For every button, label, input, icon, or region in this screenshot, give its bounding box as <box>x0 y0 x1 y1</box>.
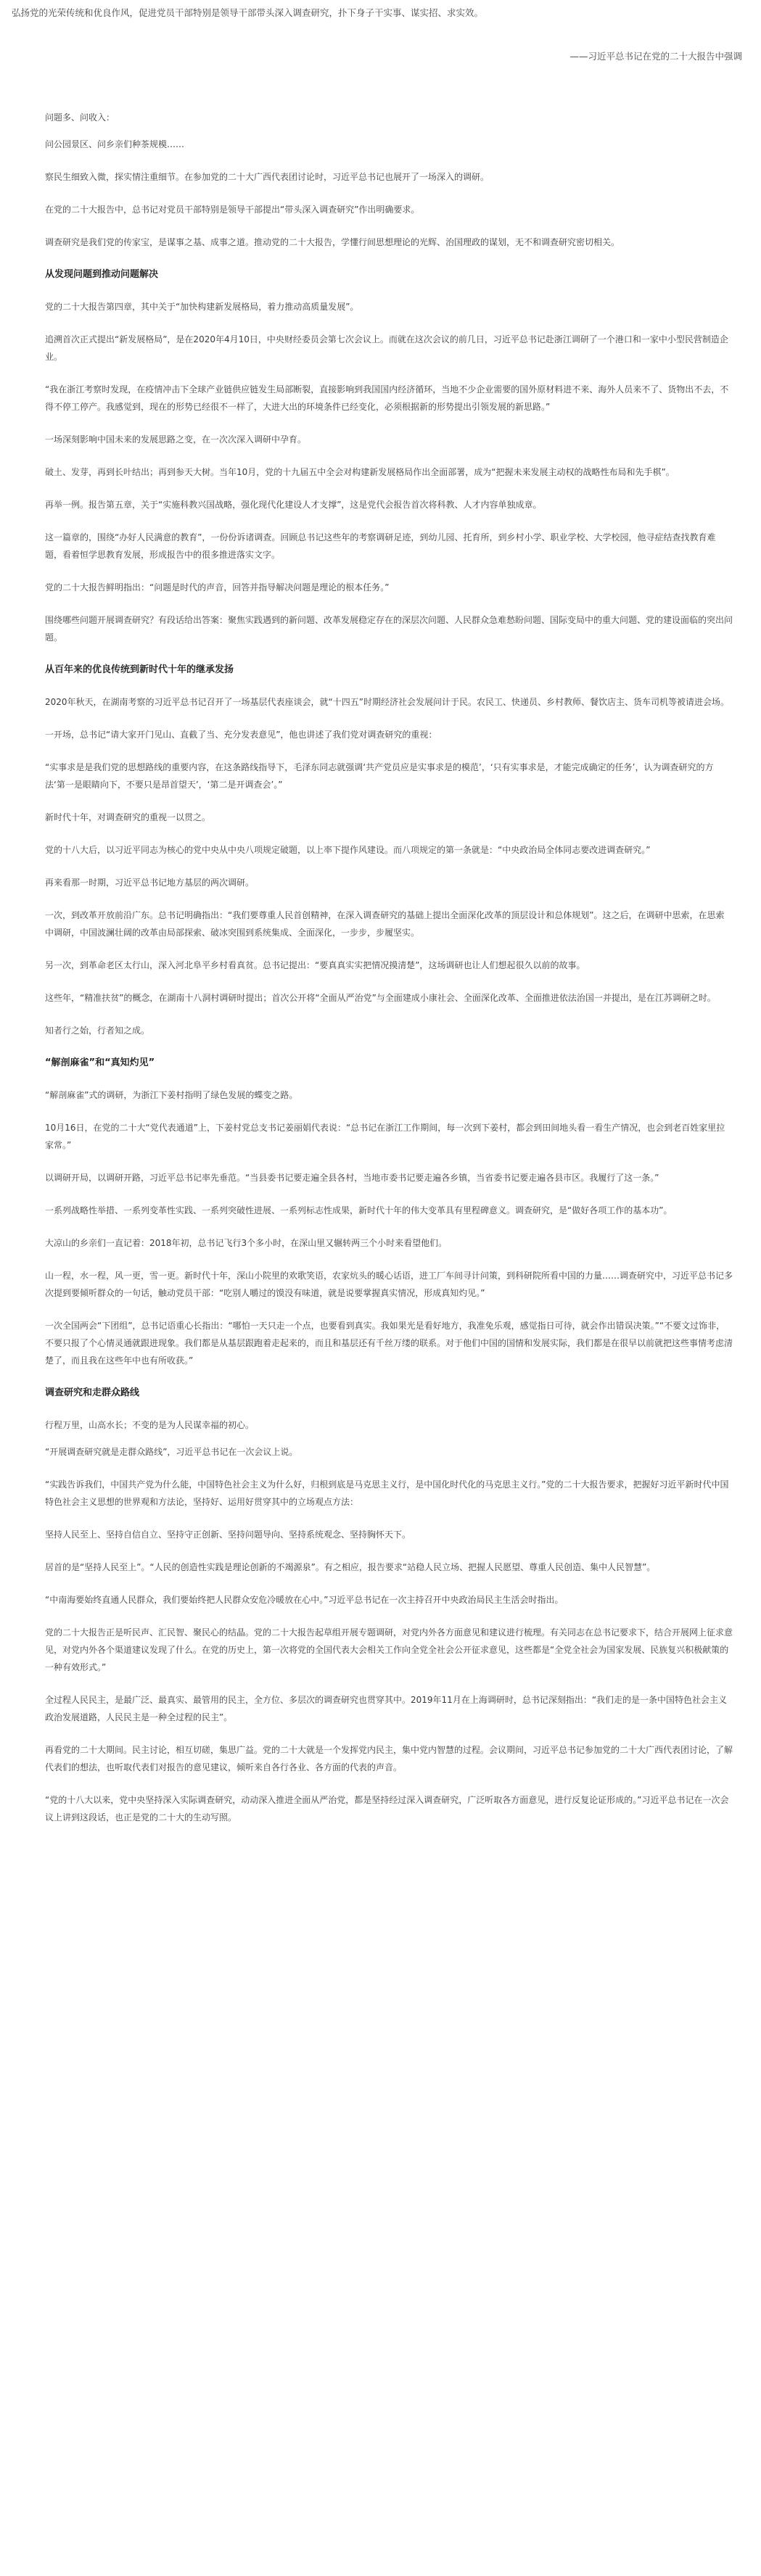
paragraph: 问题多、问收入： <box>45 112 115 123</box>
paragraph: 调查研究是我们党的传家宝，是谋事之基、成事之道。推动党的二十大报告，学懂行间思想理论的光辉、治国理政的谋划，无不和调查研究密切相关。 <box>45 237 620 247</box>
paragraph: 知者行之始，行者知之成。 <box>45 1025 150 1036</box>
paragraph: “实事求是是我们党的思想路线的重要内容，在这条路线指导下，毛泽东同志就强调‘共产党员应是实事求是的模范’，‘只有实事求是，才能完成确定的任务’，认为调查研究的方法‘第一是眼睛向下，不要只是昂首望天’，‘第二是开调查会’。” <box>45 762 714 790</box>
paragraph: 10月16日，在党的二十大“党代表通道”上，下姜村党总支书记姜丽娟代表说：“总书记在浙江工作期间，每一次到下姜村，都会到田间地头看一看生产情况，也会到老百姓家里拉家常。” <box>45 1123 725 1150</box>
paragraph: 一场深刻影响中国未来的发展思路之变，在一次次深入调研中孕育。 <box>45 434 307 445</box>
paragraph: 再来看那一时期，习近平总书记地方基层的两次调研。 <box>45 878 255 888</box>
paragraph: 党的二十大报告正是听民声、汇民智、聚民心的结晶。党的二十大报告起草组开展专题调研，对党内外各方面意见和建议进行梳理。有关同志在总书记要求下，结合开展网上征求意见，对党内外各个渠道建议发现了什么。在党的历史上，第一次将党的全国代表大会相关工作向全党全社会公开征求意见，这些都是“全党全社会为国家发展、民族复兴积极献策的一种有效形式。” <box>45 1627 733 1672</box>
paragraph: 党的二十大报告鲜明指出：“问题是时代的声音，回答并指导解决问题是理论的根本任务。” <box>45 582 390 593</box>
paragraph: 一次，到改革开放前沿广东。总书记明确指出：“我们要尊重人民首创精神，在深入调查研究的基础上提出全面深化改革的顶层设计和总体规划”。这之后，在调研中思索，在思索中调研，中国波澜壮阔的改革由局部探索、破冰突围到系统集成、全面深化，一步步，步履坚实。 <box>45 910 725 938</box>
paragraph: 再看党的二十大期间。民主讨论，相互切磋，集思广益。党的二十大就是一个发挥党内民主，集中党内智慧的过程。会议期间，习近平总书记参加党的二十大广西代表团讨论，了解代表们的想法，也听取代表们对报告的意见建议，倾听来自各行各业、各方面的代表的声音。 <box>45 1745 733 1772</box>
paragraph: 党的十八大后，以习近平同志为核心的党中央从中央八项规定破题，以上率下提作风建设。而八项规定的第一条就是：“中央政治局全体同志要改进调查研究。” <box>45 845 651 855</box>
paragraph: 新时代十年，对调查研究的重视一以贯之。 <box>45 812 211 822</box>
paragraph: 追溯首次正式提出“新发展格局”，是在2020年4月10日，中央财经委员会第七次会议上。而就在这次会议的前几日，习近平总书记赴浙江调研了一个港口和一家中小型民营制造企业。 <box>45 334 728 362</box>
paragraph: 一系列战略性举措、一系列变革性实践、一系列突破性进展、一系列标志性成果，新时代十年的伟大变革具有里程碑意义。调查研究，是“做好各项工作的基本功”。 <box>45 1205 672 1215</box>
paragraph: 再举一例。报告第五章，关于“实施科教兴国战略，强化现代化建设人才支撑”，这是党代会报告首次将科教、人才内容单独成章。 <box>45 500 542 510</box>
paragraph: 以调研开局，以调研开路，习近平总书记率先垂范。“当县委书记要走遍全县各村，当地市委书记要走遍各乡镇，当省委书记要走遍各县市区。我履行了这一条。” <box>45 1173 659 1183</box>
paragraph: 党的二十大报告第四章，其中关于“加快构建新发展格局，着力推动高质量发展”。 <box>45 302 359 312</box>
paragraph: 在党的二十大报告中，总书记对党员干部特别是领导干部提出“带头深入调查研究”作出明确要求。 <box>45 205 420 215</box>
quote-attribution: ——习近平总书记在党的二十大报告中强调 <box>569 51 742 62</box>
paragraph: 山一程，水一程，风一更，雪一更。新时代十年，深山小院里的欢歌笑语，农家炕头的暖心话语，进工厂车间寻计问策，到科研院所看中国的力量……调查研究中，习近平总书记多次提到要倾听群众的一句话，触动党员干部：“吃别人嚼过的馍没有味道，就是说要掌握真实情况，形成真知灼见。” <box>45 1271 733 1298</box>
paragraph: 2020年秋天，在湖南考察的习近平总书记召开了一场基层代表座谈会，就“十四五”时期经济社会发展问计于民。农民工、快递员、乡村教师、餐饮店主、货车司机等被请进会场。 <box>45 697 729 707</box>
paragraph: 围绕哪些问题开展调查研究？有段话给出答案：聚焦实践遇到的新问题、改革发展稳定存在的深层次问题、人民群众急难愁盼问题、国际变局中的重大问题、党的建设面临的突出问题。 <box>45 615 733 643</box>
section-heading: 从百年来的优良传统到新时代十年的继承发扬 <box>45 664 234 675</box>
paragraph: “实践告诉我们，中国共产党为什么能，中国特色社会主义为什么好，归根到底是马克思主义行，是中国化时代化的马克思主义行。”党的二十大报告要求，把握好习近平新时代中国特色社会主义思想的世界观和方法论，坚持好、运用好贯穿其中的立场观点方法： <box>45 1479 729 1507</box>
paragraph: 察民生细致入微，探实情注重细节。在参加党的二十大广西代表团讨论时，习近平总书记也展开了一场深入的调研。 <box>45 172 490 182</box>
article-body <box>45 109 733 1841</box>
section-heading: 调查研究和走群众路线 <box>45 1387 140 1398</box>
paragraph: 另一次，到革命老区太行山，深入河北阜平乡村看真贫。总书记提出：“要真真实实把情况摸清楚”，这场调研也让人们想起很久以前的故事。 <box>45 960 585 970</box>
paragraph: 坚持人民至上、坚持自信自立、坚持守正创新、坚持问题导向、坚持系统观念、坚持胸怀天下。 <box>45 1530 411 1540</box>
lead-quote: 弘扬党的光荣传统和优良作风，促进党员干部特别是领导干部带头深入调查研究，扑下身子干实事、谋实招、求实效。 <box>12 7 484 18</box>
paragraph: “解剖麻雀”式的调研，为浙江下姜村指明了绿色发展的蝶变之路。 <box>45 1090 298 1100</box>
paragraph: 行程万里，山高水长；不变的是为人民谋幸福的初心。 <box>45 1420 255 1430</box>
paragraph: “党的十八大以来，党中央坚持深入实际调查研究，动动深入推进全面从严治党，都是坚持经过深入调查研究，广泛听取各方面意见，进行反复论证形成的。”习近平总书记在一次会议上讲到这段话，也正是党的二十大的生动写照。 <box>45 1795 729 1822</box>
paragraph: 居首的是“坚持人民至上”。“人民的创造性实践是理论创新的不竭源泉”。有之相应，报告要求“站稳人民立场、把握人民愿望、尊重人民创造、集中人民智慧”。 <box>45 1562 656 1572</box>
paragraph: “我在浙江考察时发现，在疫情冲击下全球产业链供应链发生局部断裂，直接影响到我国国内经济循环，当地不少企业需要的国外原材料进不来、海外人员来不了、货物出不去，不得不停工停产。我感觉到，现在的形势已经很不一样了，大进大出的环境条件已经变化，必须根据新的形势提出引领发展的新思路。” <box>45 384 729 412</box>
paragraph: 全过程人民民主，是最广泛、最真实、最管用的民主，全方位、多层次的调查研究也贯穿其中。2019年11月在上海调研时，总书记深刻指出：“我们走的是一条中国特色社会主义政治发展道路，人民民主是一种全过程的民主”。 <box>45 1695 728 1722</box>
paragraph: 这些年，“精准扶贫”的概念，在湖南十八洞村调研时提出；首次公开将“全面从严治党”与全面建成小康社会、全面深化改革、全面推进依法治国一并提出，是在江苏调研之时。 <box>45 993 716 1003</box>
paragraph: 大凉山的乡亲们一直记着：2018年初，总书记飞行3个多小时，在深山里又辗转两三个小时来看望他们。 <box>45 1238 448 1248</box>
paragraph: “中南海要始终直通人民群众，我们要始终把人民群众安危冷暖放在心中。”习近平总书记在一次主持召开中央政治局民主生活会时指出。 <box>45 1595 564 1605</box>
section-heading: 从发现问题到推动问题解决 <box>45 269 159 280</box>
paragraph: “开展调查研究就是走群众路线”，习近平总书记在一次会议上说。 <box>45 1447 298 1457</box>
sub-heading: “解剖麻雀”和“真知灼见” <box>45 1057 155 1068</box>
paragraph: 这一篇章的，围绕“办好人民满意的教育”，一份份诉诸调查。回顾总书记这些年的考察调研足迹，到幼儿园、托育所，到乡村小学、职业学校、大学校园，他寻症结查找教育难题，看着恒学思教育发展，形成报告中的很多推进落实文字。 <box>45 532 716 560</box>
paragraph: 问公园景区、问乡亲们种茶规模…… <box>45 139 185 149</box>
paragraph: 一开场，总书记“请大家开门见山、直截了当、充分发表意见”，他也讲述了我们党对调查研究的重视： <box>45 730 437 740</box>
paragraph: 破土、发芽，再到长叶结出；再到参天大树。当年10月，党的十九届五中全会对构建新发展格局作出全面部署，成为“把握未来发展主动权的战略性布局和先手棋”。 <box>45 467 675 477</box>
paragraph: 一次全国两会“下团组”，总书记语重心长指出：“哪怕一天只走一个点，也要看到真实。我如果光是看好地方，我准免乐观，感觉指日可待，就会作出错误决策。”“不要文过饰非，不要只报了个心情灵通就跟进现象。我们都是从基层跟跑着走起来的，而且和基层还有千丝万缕的联系。对于他们中国的国情和发展实际，我们都是在很早以前就把这些事情考虑清楚了，而且我在这些年中也有所收获。” <box>45 1321 733 1366</box>
